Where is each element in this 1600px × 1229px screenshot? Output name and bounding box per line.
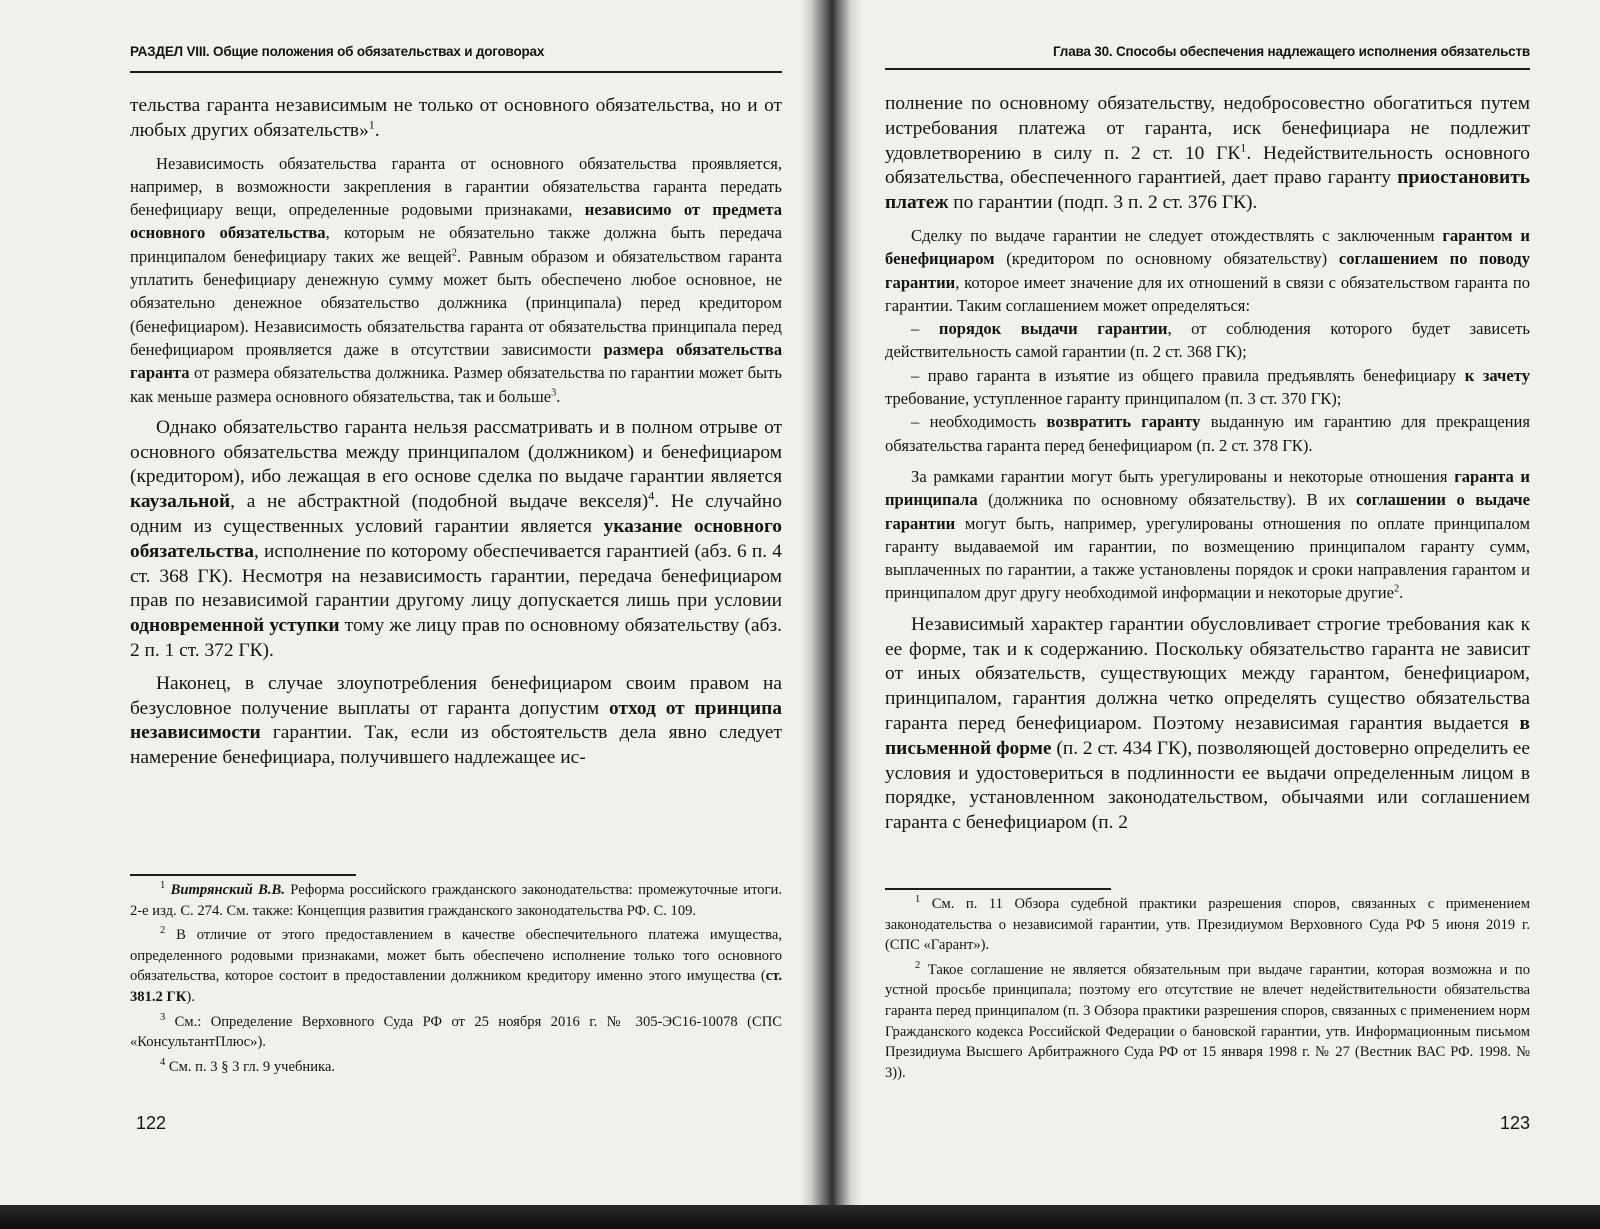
footnote-ref: 2 [451, 247, 457, 259]
emphasis: соглашением по поводу гарантии [885, 249, 1530, 292]
footnote-2: $^2$ В отличие от этого предоставлением в качестве обеспечительного платежа имущества, определенного родовыми признаками, может быть обеспечено исполнение только того основного обязательства, которое состоит в предоставлении должником кредитору именно этого имущества (ст. 381.2 ГК). [130, 925, 782, 1005]
list-item-1: – порядок выдачи гарантии, от соблюдения которого будет зависеть действительность самой гарантии (п. 2 ст. 368 ГК); [885, 319, 1530, 362]
emphasis: каузальной [130, 491, 231, 513]
footnote-2: $^2$ Такое соглашение не является обязательным при выдаче гарантии, которая возможна и по устной просьбе принципала; поэтому его отсутствие не влечет недействительности обязательства гаранта перед принципалом (п. 3 Обзора практики разрешения споров, связанных с применением норм Гражданского кодекса Российской Федерации о бановской гарантии, утв. Информационным письмом Президиума Высшего Арбитражного Суда РФ от 15 января 1998 г. № 27 (Вестник ВАС РФ. 1998. № 3)). [885, 959, 1530, 1081]
footnote-1: $^1$ См. п. 11 Обзора судебной практики разрешения споров, связанных с применением законодательства о независимой гарантии, утв. Президиумом Верховного Суда РФ 5 июня 2019 г. (СПС «Гарант»). [885, 894, 1530, 954]
footnote-ref: 1 [368, 117, 375, 132]
emphasis: одновременной уступки [130, 615, 340, 637]
left-header-rule [130, 71, 782, 73]
right-page-number: 123 [1499, 1113, 1530, 1133]
left-paragraph-2: Независимость обязательства гаранта от основного обязательства проявляется, например, в возможности закрепления в гарантии обязательства гаранта передать бенефициару вещи, определенные родовыми признаками, независимо от предмета основного обязательства, которым не обязательно также должна быть передача принципалом бенефициару таких же вещей$^2$. Равным образом и обязательством гаранта уплатить бенефициару денежную сумму может быть обеспечено любое основное, не обязательно денежное обязательство должника (принципала) перед кредитором (бенефициаром). Независимость обязательства гаранта от обязательства принципала перед бенефициаром проявляется даже в отсутствии зависимости размера обязательства гаранта от размера обязательства должника. Размер обязательства по гарантии может быть как меньше размера основного обязательства, так и больше$^3$. [130, 153, 783, 406]
list-item-2: – право гаранта в изъятие из общего правила предъявлять бенефициару к зачету требование, уступленное гаранту принципалом (п. 3 ст. 370 ГК); [885, 365, 1530, 409]
book-spine-gutter [800, 0, 862, 1205]
right-page-body [885, 92, 1530, 836]
right-footnote-rule [885, 888, 1111, 890]
left-page-body [130, 94, 782, 771]
right-page [885, 0, 1530, 1205]
emphasis: размера обязательства гаранта [130, 339, 782, 383]
emphasis: гаранта и принципала [885, 466, 1530, 510]
left-footnote-rule [130, 874, 356, 876]
emphasis: возвратить гаранту [1046, 412, 1201, 432]
emphasis: приостановить платеж [885, 167, 1530, 214]
list-item-3: – необходимость возвратить гаранту выданную им гарантию для прекращения обязательства гаранта перед бенефициаром (п. 2 ст. 378 ГК). [885, 412, 1530, 455]
footnote-ref: 2 [1393, 583, 1400, 595]
emphasis: указание основного обязательства [130, 516, 782, 562]
footnote-ref: 3 [551, 387, 557, 399]
left-paragraph-1: тельства гаранта независимым не только от основного обязательства, но и от любых других обязательств»$^1$. [130, 95, 782, 141]
emphasis: в письменной форме [885, 712, 1530, 759]
emphasis: отход от принципа независимости [130, 697, 782, 744]
left-running-head: РАЗДЕЛ VIII. Общие положения об обязательствах и договорах [130, 44, 545, 59]
footnote-1: $^1$ Витрянский В.В. Реформа российского гражданского законодательства: промежуточные итоги. 2-е изд. С. 274. См. также: Концепция развития гражданского законодательства РФ. С. 109. [130, 880, 783, 919]
left-page-number: 122 [136, 1113, 167, 1133]
right-paragraph-3: За рамками гарантии могут быть урегулированы и некоторые отношения гаранта и принципала (должника по основному обязательству). В их соглашении о выдаче гарантии могут быть, например, урегулированы отношения по оплате принципалом гаранту выдаваемой им гарантии, по возмещению принципалом гаранту сумм, выплаченных по гарантии, а также установлены порядок и сроки направления гарантом и принципалом друг другу необходимой информации и некоторые другие$^2$. [885, 466, 1530, 603]
left-footnotes [130, 880, 782, 1081]
right-footnotes [885, 894, 1530, 1087]
footnote-3: $^3$ См.: Определение Верховного Суда РФ от 25 ноября 2016 г. № 305-ЭС16-10078 (СПС «КонсультантПлюс»). [130, 1011, 782, 1051]
right-running-head: Глава 30. Способы обеспечения надлежащего исполнения обязательств [1053, 44, 1530, 59]
footnote-ref: 1 [1240, 140, 1247, 155]
emphasis: гарантом и бенефициаром [885, 225, 1530, 269]
emphasis: порядок выдачи гарантии [938, 319, 1168, 339]
right-paragraph-4: Независимый характер гарантии обусловливает строгие требования как к ее форме, так и к содержанию. Поскольку обязательство гаранта не зависит от иных обязательств, существующих между гарантом, бенефициаром, принципалом, гарантия должна четко определять существо обязательства гаранта перед бенефициаром. Поэтому независимая гарантия выдается в письменной форме (п. 2 ст. 434 ГК), позволяющей достоверно определить ее условия и удостовериться в подлинности ее выдачи определенным лицом в порядке, установленном законодательством, обычаями или соглашением гаранта с бенефициаром (п. 2 [885, 613, 1530, 834]
footnote-4: $^4$ См. п. 3 § 3 гл. 9 учебника. [160, 1056, 336, 1075]
footnote-ref: 4 [648, 488, 655, 503]
scanner-bed-edge [0, 1205, 1600, 1229]
emphasis: к зачету [1464, 365, 1530, 385]
emphasis: соглашении о выдаче гарантии [885, 490, 1530, 533]
right-paragraph-1: полнение по основному обязательству, недобросовестно обогатиться путем истребования платежа от гаранта, иск бенефициара не подлежит удовлетворению в силу п. 2 ст. 10 $ГК^1$. Недействительность основного обязательства, обеспеченного гарантией, дает право гаранту приостановить платеж по гарантии (подп. 3 п. 2 ст. 376 ГК). [885, 93, 1530, 214]
emphasis: независимо от предмета основного обязательства [130, 200, 783, 243]
right-paragraph-2: Сделку по выдаче гарантии не следует отождествлять с заключенным гарантом и бенефициаром (кредитором по основному обязательству) соглашением по поводу гарантии, которое имеет значение для их отношений в связи с обязательством гаранта по гарантии. Таким соглашением может определяться: [885, 225, 1530, 315]
left-paragraph-4: Наконец, в случае злоупотребления бенефициаром своим правом на безусловное получение выплаты от гаранта допустим отход от принципа независимости гарантии. Так, если из обстоятельств дела явно следует намерение бенефициара, получившего надлежащее ис- [130, 672, 782, 769]
right-header-rule [885, 68, 1530, 70]
left-page [130, 0, 782, 1205]
left-paragraph-3: Однако обязательство гаранта нельзя рассматривать и в полном отрыве от основного обязательства между принципалом (должником) и бенефициаром (кредитором), ибо лежащая в его основе сделка по выдаче гарантии является каузальной, а не абстрактной (подобной выдаче векселя)$^4$. Не случайно одним из существенных условий гарантии является указание основного обязательства, исполнение по которому обеспечивается гарантией (абз. 6 п. 4 ст. 368 ГК). Несмотря на независимость гарантии, передача бенефициаром прав по независимой гарантии другому лицу допускается лишь при условии одновременной уступки тому же лицу прав по основному обязательству (абз. 2 п. 1 ст. 372 ГК). [130, 416, 782, 662]
